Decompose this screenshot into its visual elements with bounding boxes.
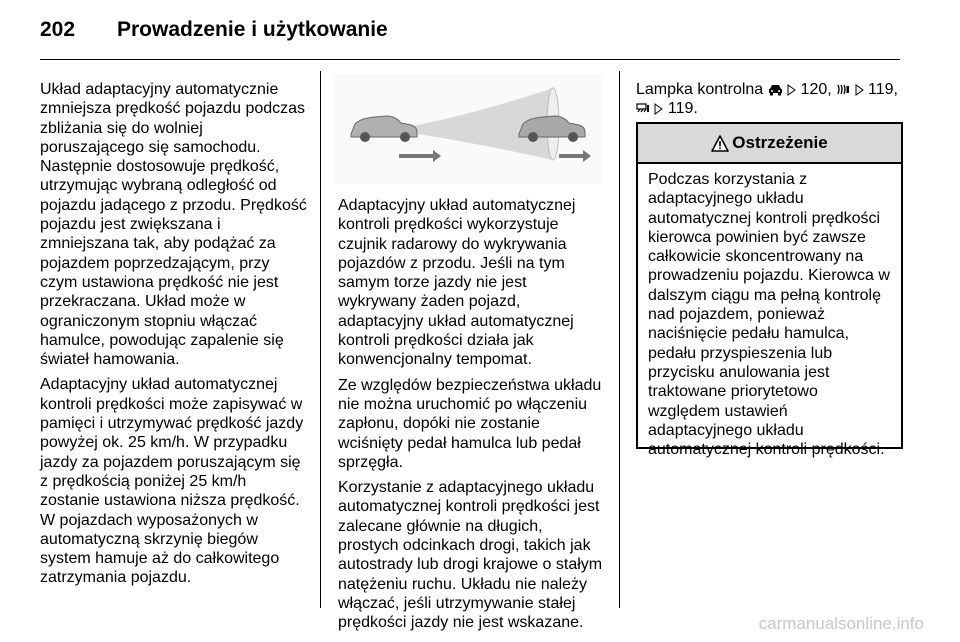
text-line: automatycznej kontroli prędkości jest — [338, 498, 600, 516]
text-line: przycisku anulowania jest — [648, 363, 830, 381]
text-line: automatycznej kontroli prędkości. — [648, 441, 885, 459]
text-line: pojazdu jadącego z przodu. Prędkość — [40, 196, 307, 214]
page-number: 202 — [40, 18, 76, 41]
text-line: pojazdów z przodu. Jeśli na tym — [338, 254, 565, 272]
paragraph-safety — [338, 376, 610, 472]
lamp-text: Lampka kontrolna — [636, 81, 764, 98]
text-line: Układ adaptacyjny automatycznie — [40, 81, 279, 98]
text-line: wykrywany żaden pojazd, — [338, 293, 521, 311]
text-line: kontroli prędkości działa jak — [338, 332, 534, 350]
text-line: zalecane głównie na długich, — [338, 517, 543, 535]
text-line: pojazdu jest zwiększana i — [40, 216, 221, 234]
text-line: Adaptacyjny układ automatycznej — [40, 376, 278, 394]
paragraph-usage — [338, 478, 610, 632]
text-line: utrzymując wybraną odległość od — [40, 177, 277, 195]
text-line: autostrady lub drogi krajowe o stałym — [338, 556, 603, 574]
paragraph-radar — [338, 196, 610, 370]
text-line: jazdy za pojazdem poruszającym się — [40, 453, 301, 471]
paragraph-acc-memory — [40, 375, 312, 587]
text-line: Podczas korzystania z — [648, 171, 808, 188]
radar-illustration — [333, 74, 603, 184]
text-line: Ze względów bezpieczeństwa układu — [338, 376, 602, 394]
text-line: zatrzymania pojazdu. — [40, 569, 192, 587]
text-line: nie można uruchomić po włączeniu — [338, 395, 588, 413]
text-line: prędkości jazdy nie jest wskazane. — [338, 614, 584, 632]
column-middle — [338, 196, 610, 639]
text-line: zmniejsza prędkość pojazdu podczas — [40, 100, 306, 118]
text-line: świateł hamowania. — [40, 351, 180, 369]
header-divider — [40, 59, 900, 60]
page-ref-119-a: 119, — [868, 81, 898, 98]
text-line: automatyczną skrzynię biegów — [40, 530, 258, 548]
text-line: ograniczonym stopniu włączać — [40, 312, 257, 330]
text-line: zapłonu, dopóki nie zostanie — [338, 415, 540, 433]
text-line: natężeniu ruchu. Układu nie należy — [338, 575, 588, 593]
text-line: nad pojazdem, ponieważ — [648, 306, 826, 324]
text-line: zmniejszana tak, aby podążać za — [40, 235, 276, 253]
paragraph-indicator-lamp — [636, 80, 906, 119]
column-left — [40, 80, 312, 594]
text-line: system hamuje aż do całkowitego — [40, 550, 280, 568]
text-line: naciśnięcie pedału hamulca, — [648, 325, 850, 343]
watermark: carmanualsonline.info — [758, 614, 924, 633]
text-line: automatycznej kontroli prędkości — [648, 209, 881, 227]
text-line: pedału przyspieszenia lub — [648, 344, 833, 362]
text-line: Korzystanie z adaptacyjnego układu — [338, 479, 595, 497]
text-line: kierowca powinien być zawsze — [648, 228, 866, 246]
text-line: prowadzeniu pojazdu. Kierowca w — [648, 267, 890, 285]
text-line: przekraczana. Układ może w — [40, 293, 246, 311]
radar-illustration-svg — [333, 74, 603, 184]
text-line: W pojazdach wyposażonych w — [40, 511, 258, 529]
text-line: kontroli prędkości wykorzystuje — [338, 216, 559, 234]
column-divider-2 — [619, 71, 620, 608]
text-line: powyżej ok. 25 km/h. W przypadku — [40, 434, 288, 452]
text-line: sprzęgła. — [338, 453, 403, 471]
page-ref-icon — [855, 84, 864, 96]
text-line: samym torze jazdy nie jest — [338, 274, 527, 292]
text-line: wciśnięty pedał hamulca lub pedał — [338, 434, 581, 452]
text-line: konwencjonalny tempomat. — [338, 351, 532, 369]
page-ref-icon — [654, 103, 663, 115]
text-line: hamulce, powodując zapalenie się — [40, 331, 284, 349]
paragraph-acc-intro — [40, 80, 312, 369]
page-header — [40, 18, 920, 48]
text-line: czujnik radarowy do wykrywania — [338, 235, 567, 253]
text-line: względem ustawień — [648, 402, 788, 420]
page-title: Prowadzenie i użytkowanie — [117, 18, 388, 41]
text-line: adaptacyjnego układu — [648, 421, 804, 439]
text-line: z prędkością poniżej 25 km/h — [40, 472, 247, 490]
text-line: adaptacyjnego układu — [648, 190, 804, 208]
text-line: adaptacyjny układ automatycznej — [338, 312, 574, 330]
text-line: Adaptacyjny układ automatycznej — [338, 197, 576, 214]
text-line: prostych odcinkach drogi, takich jak — [338, 537, 591, 555]
warning-text — [638, 164, 901, 459]
text-line: traktowane priorytetowo — [648, 383, 818, 401]
text-line: zostanie ustawiona niższa prędkość. — [40, 492, 300, 510]
text-line: włączać, jeśli utrzymywanie stałej — [338, 594, 576, 612]
page-ref-119-b: 119. — [667, 100, 698, 118]
text-line: całkowicie skoncentrowany na — [648, 248, 864, 266]
text-line: Następnie dostosowuje prędkość, — [40, 158, 280, 176]
text-line: kontroli prędkości może zapisywać w — [40, 395, 303, 413]
text-line: czym ustawiona prędkość nie jest — [40, 273, 279, 291]
speed-icon — [636, 102, 650, 115]
text-line: pamięci i utrzymywać prędkość jazdy — [40, 415, 304, 433]
warning-header — [638, 124, 901, 164]
distance-icon — [836, 83, 850, 96]
warning-title: Ostrzeżenie — [732, 133, 828, 152]
column-divider-1 — [320, 71, 321, 608]
page-ref-120: 120, — [800, 81, 832, 98]
car-icon — [768, 83, 783, 96]
page-ref-icon — [787, 84, 796, 96]
text-line: pojazdem poprzedzającym, przy — [40, 254, 270, 272]
warning-triangle-icon — [711, 135, 729, 152]
text-line: dalszym ciągu ma pełną kontrolę — [648, 286, 882, 304]
text-line: poruszającego się samochodu. — [40, 138, 261, 156]
column-right — [636, 80, 906, 125]
warning-box — [636, 122, 903, 459]
text-line: zbliżania się do wolniej — [40, 119, 203, 137]
